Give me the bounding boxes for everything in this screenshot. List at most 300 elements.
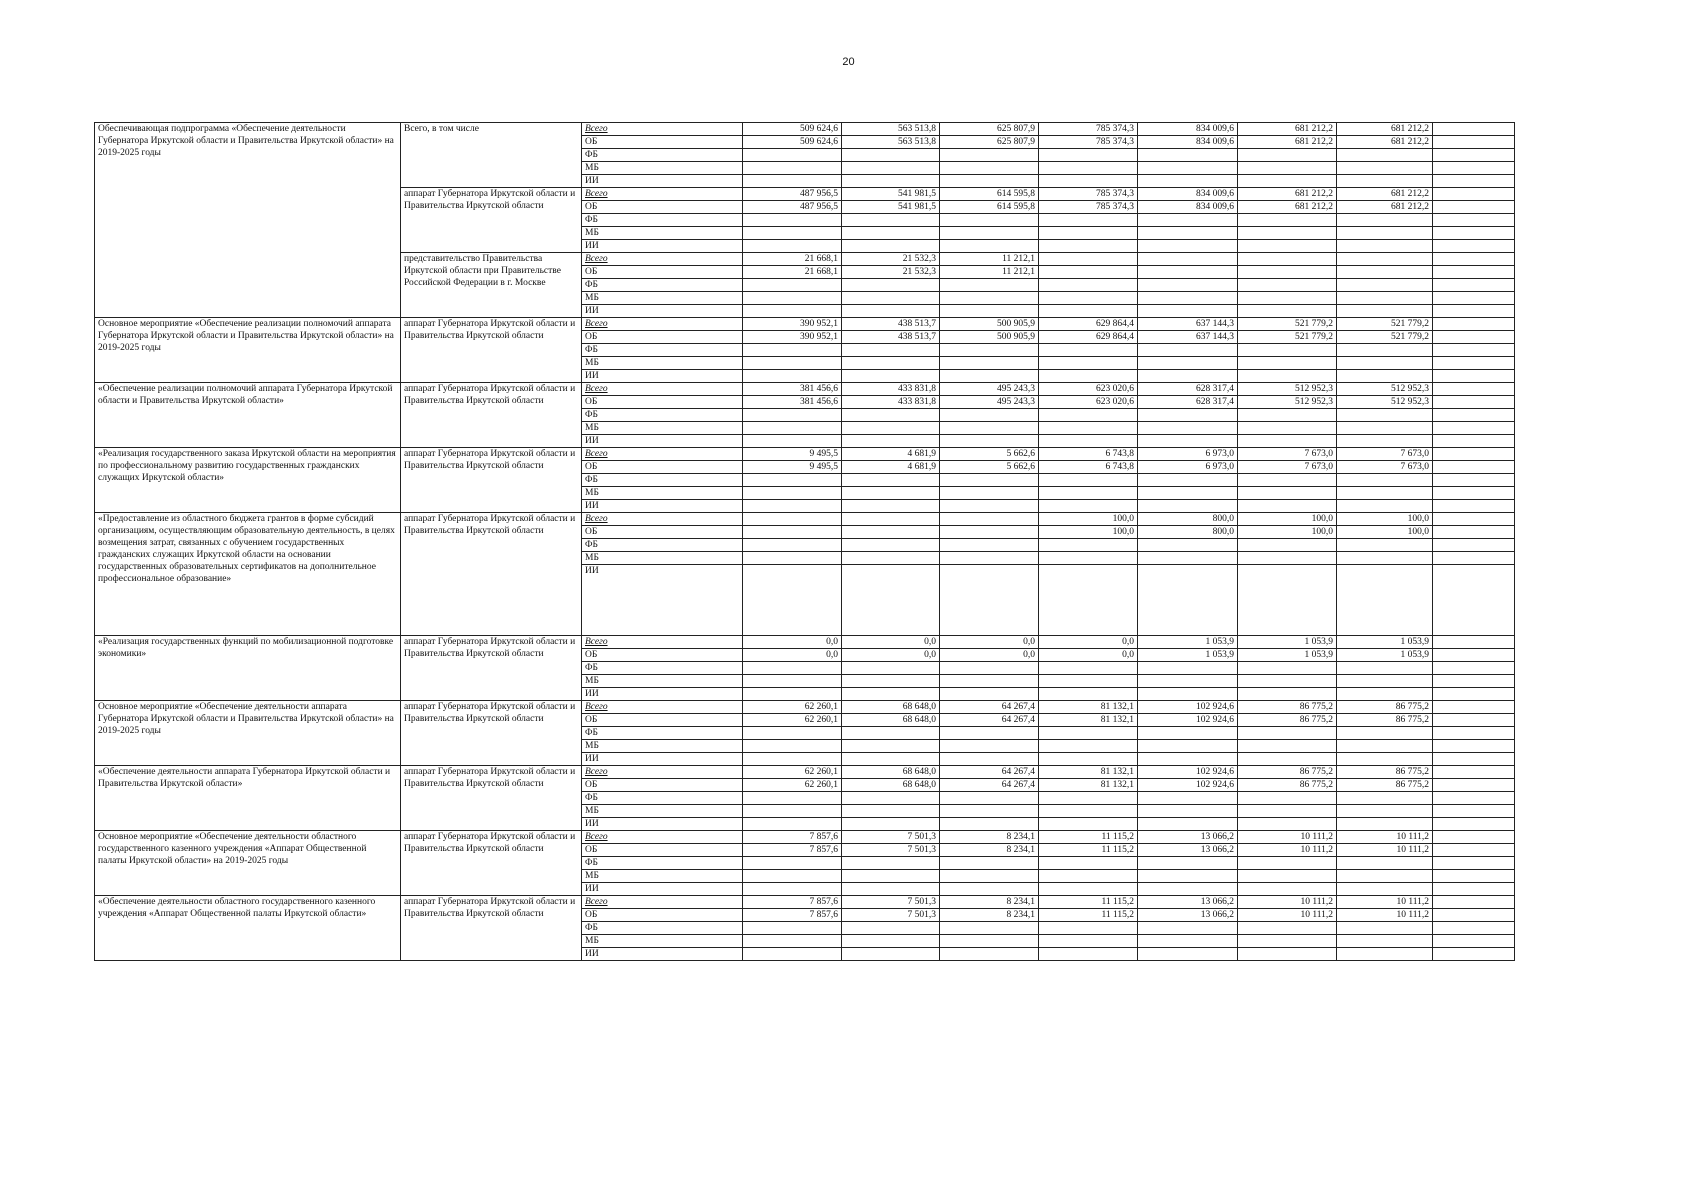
- amount-cell: [940, 740, 1039, 753]
- amount-cell: 21 532,3: [842, 266, 940, 279]
- empty-cell: [1433, 909, 1515, 922]
- amount-cell: [1039, 305, 1138, 318]
- amount-cell: [940, 792, 1039, 805]
- amount-cell: [940, 162, 1039, 175]
- amount-cell: 102 924,6: [1138, 714, 1238, 727]
- funding-source-cell: ИИ: [582, 818, 743, 831]
- amount-cell: 800,0: [1138, 513, 1238, 526]
- amount-cell: [1039, 240, 1138, 253]
- amount-cell: 681 212,2: [1337, 136, 1433, 149]
- amount-cell: 1 053,9: [1138, 636, 1238, 649]
- amount-cell: [743, 292, 842, 305]
- activity-name-cell: Обеспечивающая подпрограмма «Обеспечение деятельности Губернатора Иркутской области и Правительства Иркутской области» на 2019-2025 годы: [95, 123, 401, 318]
- amount-cell: [842, 740, 940, 753]
- amount-cell: [940, 883, 1039, 896]
- amount-cell: 11 115,2: [1039, 896, 1138, 909]
- amount-cell: [1039, 935, 1138, 948]
- amount-cell: [743, 792, 842, 805]
- amount-cell: [1238, 688, 1337, 701]
- empty-cell: [1433, 948, 1515, 961]
- amount-cell: [1138, 422, 1238, 435]
- empty-cell: [1433, 474, 1515, 487]
- funding-source-cell: Всего: [582, 513, 743, 526]
- amount-cell: 834 009,6: [1138, 188, 1238, 201]
- amount-cell: [1039, 292, 1138, 305]
- amount-cell: 7 673,0: [1337, 461, 1433, 474]
- amount-cell: 68 648,0: [842, 779, 940, 792]
- amount-cell: [1039, 474, 1138, 487]
- funding-source-cell: МБ: [582, 740, 743, 753]
- table-row: [95, 636, 1515, 649]
- funding-source-cell: МБ: [582, 675, 743, 688]
- amount-cell: [1238, 792, 1337, 805]
- funding-source-cell: МБ: [582, 422, 743, 435]
- funding-source-cell: ОБ: [582, 201, 743, 214]
- empty-cell: [1433, 253, 1515, 266]
- amount-cell: 834 009,6: [1138, 201, 1238, 214]
- amount-cell: [842, 948, 940, 961]
- amount-cell: 86 775,2: [1238, 766, 1337, 779]
- amount-cell: [1238, 266, 1337, 279]
- amount-cell: [940, 662, 1039, 675]
- amount-cell: 628 317,4: [1138, 396, 1238, 409]
- amount-cell: [842, 513, 940, 526]
- amount-cell: 86 775,2: [1337, 779, 1433, 792]
- funding-source-cell: Всего: [582, 701, 743, 714]
- amount-cell: 7 501,3: [842, 896, 940, 909]
- amount-cell: [1039, 175, 1138, 188]
- funding-source-cell: ФБ: [582, 539, 743, 552]
- amount-cell: [1138, 662, 1238, 675]
- amount-cell: 8 234,1: [940, 844, 1039, 857]
- amount-cell: [743, 487, 842, 500]
- amount-cell: [940, 552, 1039, 565]
- amount-cell: [1337, 474, 1433, 487]
- amount-cell: 100,0: [1337, 513, 1433, 526]
- amount-cell: 512 952,3: [1238, 396, 1337, 409]
- activity-name-cell: «Обеспечение деятельности областного государственного казенного учреждения «Аппарат Общественной палаты Иркутской области»: [95, 896, 401, 961]
- funding-source-cell: ФБ: [582, 409, 743, 422]
- amount-cell: [940, 857, 1039, 870]
- amount-cell: 9 495,5: [743, 461, 842, 474]
- empty-cell: [1433, 396, 1515, 409]
- amount-cell: [1138, 792, 1238, 805]
- executor-cell: аппарат Губернатора Иркутской области и Правительства Иркутской области: [401, 188, 582, 253]
- funding-source-cell: ИИ: [582, 565, 743, 636]
- amount-cell: [1138, 688, 1238, 701]
- amount-cell: [1238, 357, 1337, 370]
- table-row: [95, 701, 1515, 714]
- funding-source-cell: МБ: [582, 292, 743, 305]
- amount-cell: [1238, 539, 1337, 552]
- amount-cell: [1337, 805, 1433, 818]
- amount-cell: [1337, 149, 1433, 162]
- amount-cell: 433 831,8: [842, 383, 940, 396]
- amount-cell: [1039, 753, 1138, 766]
- amount-cell: [842, 422, 940, 435]
- amount-cell: 563 513,8: [842, 136, 940, 149]
- amount-cell: [1238, 857, 1337, 870]
- funding-source-cell: ОБ: [582, 136, 743, 149]
- amount-cell: [842, 857, 940, 870]
- amount-cell: [1039, 435, 1138, 448]
- amount-cell: [1238, 922, 1337, 935]
- activity-name-cell: «Реализация государственного заказа Иркутской области на мероприятия по профессиональному развитию государственных гражданских служащих Иркутской области»: [95, 448, 401, 513]
- executor-cell: аппарат Губернатора Иркутской области и Правительства Иркутской области: [401, 701, 582, 766]
- amount-cell: [940, 948, 1039, 961]
- amount-cell: [743, 240, 842, 253]
- amount-cell: 0,0: [743, 636, 842, 649]
- amount-cell: [842, 935, 940, 948]
- amount-cell: [1138, 935, 1238, 948]
- amount-cell: 521 779,2: [1238, 331, 1337, 344]
- amount-cell: [1337, 305, 1433, 318]
- amount-cell: [1138, 240, 1238, 253]
- amount-cell: 6 743,8: [1039, 448, 1138, 461]
- amount-cell: [1138, 857, 1238, 870]
- amount-cell: [1337, 539, 1433, 552]
- amount-cell: [1238, 409, 1337, 422]
- amount-cell: 0,0: [842, 636, 940, 649]
- table-row: [95, 766, 1515, 779]
- amount-cell: [1138, 883, 1238, 896]
- amount-cell: [842, 565, 940, 636]
- amount-cell: [842, 409, 940, 422]
- executor-cell: аппарат Губернатора Иркутской области и Правительства Иркутской области: [401, 636, 582, 701]
- amount-cell: [1138, 344, 1238, 357]
- funding-source-cell: ОБ: [582, 461, 743, 474]
- amount-cell: 10 111,2: [1337, 844, 1433, 857]
- amount-cell: 625 807,9: [940, 136, 1039, 149]
- amount-cell: 1 053,9: [1337, 649, 1433, 662]
- amount-cell: 834 009,6: [1138, 136, 1238, 149]
- empty-cell: [1433, 305, 1515, 318]
- amount-cell: 0,0: [1039, 636, 1138, 649]
- table-row: [95, 896, 1515, 909]
- amount-cell: [743, 675, 842, 688]
- amount-cell: [940, 526, 1039, 539]
- funding-source-cell: ОБ: [582, 266, 743, 279]
- amount-cell: 21 532,3: [842, 253, 940, 266]
- empty-cell: [1433, 766, 1515, 779]
- amount-cell: [1138, 149, 1238, 162]
- amount-cell: [1138, 435, 1238, 448]
- amount-cell: [1138, 948, 1238, 961]
- amount-cell: [1039, 740, 1138, 753]
- amount-cell: [1039, 227, 1138, 240]
- amount-cell: [1238, 500, 1337, 513]
- amount-cell: [940, 935, 1039, 948]
- amount-cell: 4 681,9: [842, 461, 940, 474]
- funding-source-cell: ФБ: [582, 727, 743, 740]
- amount-cell: [1039, 357, 1138, 370]
- amount-cell: 509 624,6: [743, 123, 842, 136]
- amount-cell: [842, 214, 940, 227]
- amount-cell: 521 779,2: [1337, 331, 1433, 344]
- amount-cell: 102 924,6: [1138, 766, 1238, 779]
- executor-cell: аппарат Губернатора Иркутской области и Правительства Иркутской области: [401, 513, 582, 636]
- amount-cell: [1138, 740, 1238, 753]
- amount-cell: 8 234,1: [940, 831, 1039, 844]
- funding-source-cell: ОБ: [582, 396, 743, 409]
- amount-cell: 11 212,1: [940, 253, 1039, 266]
- amount-cell: 521 779,2: [1337, 318, 1433, 331]
- amount-cell: 86 775,2: [1337, 701, 1433, 714]
- amount-cell: [1039, 279, 1138, 292]
- amount-cell: 86 775,2: [1238, 779, 1337, 792]
- funding-source-cell: Всего: [582, 318, 743, 331]
- amount-cell: 628 317,4: [1138, 383, 1238, 396]
- empty-cell: [1433, 435, 1515, 448]
- amount-cell: [940, 279, 1039, 292]
- empty-cell: [1433, 636, 1515, 649]
- amount-cell: [743, 948, 842, 961]
- empty-cell: [1433, 688, 1515, 701]
- amount-cell: [1337, 688, 1433, 701]
- amount-cell: [1039, 662, 1138, 675]
- amount-cell: [1337, 409, 1433, 422]
- empty-cell: [1433, 214, 1515, 227]
- amount-cell: 1 053,9: [1238, 649, 1337, 662]
- activity-name-cell: «Предоставление из областного бюджета грантов в форме субсидий организациям, осуществляющим образовательную деятельность, в целях возмещения затрат, связанных с обучением государственных гражданских служащих Иркутской области на основании государственных образовательных сертификатов на дополнительное профессиональное образование»: [95, 513, 401, 636]
- funding-source-cell: Всего: [582, 383, 743, 396]
- amount-cell: 495 243,3: [940, 383, 1039, 396]
- amount-cell: 81 132,1: [1039, 714, 1138, 727]
- amount-cell: 11 212,1: [940, 266, 1039, 279]
- funding-source-cell: Всего: [582, 831, 743, 844]
- funding-source-cell: ФБ: [582, 214, 743, 227]
- amount-cell: 563 513,8: [842, 123, 940, 136]
- amount-cell: [1238, 253, 1337, 266]
- amount-cell: 64 267,4: [940, 779, 1039, 792]
- amount-cell: [1337, 370, 1433, 383]
- funding-source-cell: ФБ: [582, 279, 743, 292]
- amount-cell: [842, 357, 940, 370]
- empty-cell: [1433, 662, 1515, 675]
- amount-cell: [940, 922, 1039, 935]
- funding-source-cell: Всего: [582, 188, 743, 201]
- amount-cell: 1 053,9: [1337, 636, 1433, 649]
- amount-cell: [842, 675, 940, 688]
- amount-cell: [842, 305, 940, 318]
- amount-cell: 102 924,6: [1138, 701, 1238, 714]
- amount-cell: [1138, 753, 1238, 766]
- amount-cell: [743, 753, 842, 766]
- amount-cell: [1337, 500, 1433, 513]
- amount-cell: [1039, 675, 1138, 688]
- amount-cell: [1138, 357, 1238, 370]
- amount-cell: [1337, 279, 1433, 292]
- amount-cell: 512 952,3: [1337, 383, 1433, 396]
- amount-cell: [743, 740, 842, 753]
- amount-cell: 8 234,1: [940, 909, 1039, 922]
- amount-cell: 0,0: [940, 649, 1039, 662]
- empty-cell: [1433, 357, 1515, 370]
- amount-cell: [1337, 818, 1433, 831]
- amount-cell: [743, 526, 842, 539]
- amount-cell: [842, 662, 940, 675]
- amount-cell: [1138, 370, 1238, 383]
- amount-cell: [842, 227, 940, 240]
- amount-cell: [842, 805, 940, 818]
- empty-cell: [1433, 792, 1515, 805]
- amount-cell: 834 009,6: [1138, 123, 1238, 136]
- amount-cell: 0,0: [1039, 649, 1138, 662]
- empty-cell: [1433, 922, 1515, 935]
- amount-cell: [1238, 162, 1337, 175]
- amount-cell: 6 973,0: [1138, 448, 1238, 461]
- amount-cell: [1238, 883, 1337, 896]
- amount-cell: [1138, 162, 1238, 175]
- amount-cell: [1039, 214, 1138, 227]
- amount-cell: [743, 922, 842, 935]
- amount-cell: [1039, 727, 1138, 740]
- amount-cell: [743, 727, 842, 740]
- empty-cell: [1433, 513, 1515, 526]
- amount-cell: [842, 870, 940, 883]
- empty-cell: [1433, 539, 1515, 552]
- funding-source-cell: Всего: [582, 636, 743, 649]
- amount-cell: [1238, 279, 1337, 292]
- funding-source-cell: ФБ: [582, 344, 743, 357]
- amount-cell: [842, 727, 940, 740]
- table-row: [95, 513, 1515, 526]
- amount-cell: [743, 870, 842, 883]
- amount-cell: 7 857,6: [743, 909, 842, 922]
- funding-source-cell: ОБ: [582, 649, 743, 662]
- amount-cell: [1138, 214, 1238, 227]
- empty-cell: [1433, 370, 1515, 383]
- amount-cell: [842, 688, 940, 701]
- amount-cell: 100,0: [1238, 513, 1337, 526]
- funding-source-cell: ФБ: [582, 922, 743, 935]
- amount-cell: [1238, 675, 1337, 688]
- amount-cell: [743, 857, 842, 870]
- amount-cell: 381 456,6: [743, 396, 842, 409]
- amount-cell: [842, 175, 940, 188]
- funding-source-cell: ИИ: [582, 500, 743, 513]
- amount-cell: 100,0: [1337, 526, 1433, 539]
- amount-cell: [1039, 857, 1138, 870]
- amount-cell: 64 267,4: [940, 701, 1039, 714]
- empty-cell: [1433, 266, 1515, 279]
- empty-cell: [1433, 123, 1515, 136]
- amount-cell: 86 775,2: [1238, 714, 1337, 727]
- amount-cell: 785 374,3: [1039, 123, 1138, 136]
- amount-cell: [1337, 565, 1433, 636]
- amount-cell: [1337, 857, 1433, 870]
- amount-cell: 62 260,1: [743, 701, 842, 714]
- amount-cell: [940, 214, 1039, 227]
- amount-cell: [1238, 227, 1337, 240]
- empty-cell: [1433, 526, 1515, 539]
- amount-cell: [940, 500, 1039, 513]
- amount-cell: [940, 227, 1039, 240]
- empty-cell: [1433, 149, 1515, 162]
- amount-cell: [1138, 474, 1238, 487]
- funding-source-cell: МБ: [582, 805, 743, 818]
- amount-cell: 681 212,2: [1238, 136, 1337, 149]
- funding-source-cell: ФБ: [582, 662, 743, 675]
- amount-cell: 10 111,2: [1238, 896, 1337, 909]
- amount-cell: 629 864,4: [1039, 331, 1138, 344]
- amount-cell: 637 144,3: [1138, 318, 1238, 331]
- amount-cell: [1337, 435, 1433, 448]
- empty-cell: [1433, 883, 1515, 896]
- amount-cell: 614 595,8: [940, 201, 1039, 214]
- amount-cell: [1138, 870, 1238, 883]
- executor-cell: представительство Правительства Иркутской области при Правительстве Российской Федерации в г. Москве: [401, 253, 582, 318]
- amount-cell: 541 981,5: [842, 188, 940, 201]
- amount-cell: 681 212,2: [1238, 201, 1337, 214]
- amount-cell: [1039, 818, 1138, 831]
- amount-cell: 500 905,9: [940, 318, 1039, 331]
- amount-cell: 433 831,8: [842, 396, 940, 409]
- funding-source-cell: ФБ: [582, 149, 743, 162]
- amount-cell: [743, 500, 842, 513]
- amount-cell: 68 648,0: [842, 766, 940, 779]
- amount-cell: 637 144,3: [1138, 331, 1238, 344]
- amount-cell: [940, 565, 1039, 636]
- amount-cell: 7 857,6: [743, 844, 842, 857]
- amount-cell: [1039, 500, 1138, 513]
- amount-cell: 10 111,2: [1238, 844, 1337, 857]
- amount-cell: [940, 175, 1039, 188]
- funding-source-cell: Всего: [582, 896, 743, 909]
- amount-cell: [1238, 422, 1337, 435]
- amount-cell: [940, 753, 1039, 766]
- amount-cell: [1138, 675, 1238, 688]
- amount-cell: [940, 675, 1039, 688]
- amount-cell: 541 981,5: [842, 201, 940, 214]
- activity-name-cell: «Обеспечение реализации полномочий аппарата Губернатора Иркутской области и Правительства Иркутской области»: [95, 383, 401, 448]
- amount-cell: 381 456,6: [743, 383, 842, 396]
- amount-cell: [743, 818, 842, 831]
- amount-cell: 7 673,0: [1337, 448, 1433, 461]
- amount-cell: [743, 149, 842, 162]
- amount-cell: [1039, 149, 1138, 162]
- amount-cell: 495 243,3: [940, 396, 1039, 409]
- empty-cell: [1433, 344, 1515, 357]
- amount-cell: [940, 870, 1039, 883]
- amount-cell: [940, 818, 1039, 831]
- empty-cell: [1433, 935, 1515, 948]
- amount-cell: [940, 305, 1039, 318]
- empty-cell: [1433, 727, 1515, 740]
- amount-cell: [1039, 922, 1138, 935]
- amount-cell: [1337, 357, 1433, 370]
- amount-cell: [1039, 805, 1138, 818]
- empty-cell: [1433, 896, 1515, 909]
- amount-cell: 64 267,4: [940, 766, 1039, 779]
- amount-cell: [842, 753, 940, 766]
- amount-cell: [743, 214, 842, 227]
- empty-cell: [1433, 818, 1515, 831]
- empty-cell: [1433, 701, 1515, 714]
- amount-cell: [1138, 253, 1238, 266]
- amount-cell: [1039, 792, 1138, 805]
- amount-cell: 7 673,0: [1238, 461, 1337, 474]
- amount-cell: [743, 357, 842, 370]
- amount-cell: [743, 175, 842, 188]
- table-row: [95, 318, 1515, 331]
- amount-cell: 86 775,2: [1337, 714, 1433, 727]
- amount-cell: [1337, 792, 1433, 805]
- funding-source-cell: ОБ: [582, 779, 743, 792]
- amount-cell: [1337, 227, 1433, 240]
- funding-source-cell: ОБ: [582, 844, 743, 857]
- empty-cell: [1433, 409, 1515, 422]
